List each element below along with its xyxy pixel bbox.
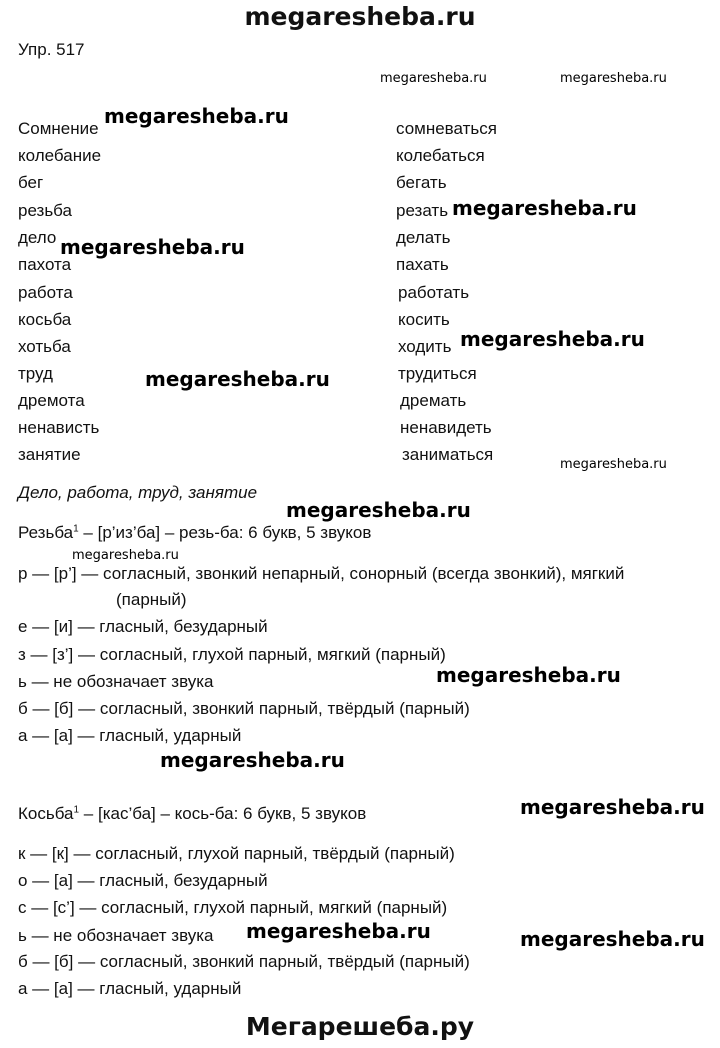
noun-word: занятие bbox=[18, 445, 81, 464]
watermark: megaresheba.ru bbox=[436, 663, 621, 687]
analysis-line: а — [а] — гласный, ударный bbox=[18, 979, 242, 998]
exercise-title: Упр. 517 bbox=[18, 40, 85, 59]
analysis-line: к — [к] — согласный, глухой парный, твёрдый (парный) bbox=[18, 844, 455, 863]
watermark: megaresheba.ru bbox=[452, 196, 637, 220]
watermark: megaresheba.ru bbox=[60, 235, 245, 259]
verb-word: пахать bbox=[396, 255, 449, 274]
italic-note: Дело, работа, труд, занятие bbox=[18, 483, 258, 502]
watermark: megaresheba.ru bbox=[560, 457, 667, 472]
watermark: megaresheba.ru bbox=[520, 795, 705, 819]
noun-word: работа bbox=[18, 283, 73, 302]
verb-word: ненавидеть bbox=[400, 418, 492, 437]
analysis-line: з — [з’] — согласный, глухой парный, мягкий (парный) bbox=[18, 645, 446, 664]
analysis-line: (парный) bbox=[116, 590, 187, 609]
analysis-heading: Резьба$^1$ – [р’из’ба] – резь-ба: 6 букв, 5 звуков bbox=[18, 523, 372, 542]
verb-word: колебаться bbox=[396, 146, 485, 165]
watermark: megaresheba.ru bbox=[72, 548, 179, 563]
verb-word: косить bbox=[398, 310, 450, 329]
verb-word: бегать bbox=[396, 173, 447, 192]
watermark: megaresheba.ru bbox=[380, 71, 487, 86]
verb-word: делать bbox=[396, 228, 451, 247]
noun-word: бег bbox=[18, 173, 44, 192]
analysis-line: с — [с’] — согласный, глухой парный, мягкий (парный) bbox=[18, 898, 448, 917]
analysis-line: б — [б] — согласный, звонкий парный, твёрдый (парный) bbox=[18, 952, 470, 971]
verb-word: ходить bbox=[398, 337, 452, 356]
verb-word: работать bbox=[398, 283, 470, 302]
verb-word: сомневаться bbox=[396, 119, 497, 138]
noun-word: труд bbox=[18, 364, 53, 383]
verb-word: трудиться bbox=[398, 364, 477, 383]
noun-word: ненависть bbox=[18, 418, 100, 437]
watermark: megaresheba.ru bbox=[160, 748, 345, 772]
watermark: megaresheba.ru bbox=[145, 367, 330, 391]
watermark: megaresheba.ru bbox=[560, 71, 667, 86]
verb-word: заниматься bbox=[402, 445, 494, 464]
noun-word: резьба bbox=[18, 201, 72, 220]
verb-word: дремать bbox=[400, 391, 467, 410]
noun-word: дремота bbox=[18, 391, 85, 410]
noun-word: косьба bbox=[18, 310, 72, 329]
analysis-line: ь — не обозначает звука bbox=[18, 672, 214, 691]
verb-word: резать bbox=[396, 201, 449, 220]
noun-word: Сомнение bbox=[18, 119, 99, 138]
noun-word: дело bbox=[18, 228, 57, 247]
watermark: megaresheba.ru bbox=[104, 104, 289, 128]
noun-word: колебание bbox=[18, 146, 102, 165]
watermark: megaresheba.ru bbox=[520, 927, 705, 951]
footer-title: Мегарешеба.ру bbox=[245, 1012, 475, 1041]
analysis-heading: Косьба$^1$ – [кас’ба] – кось-ба: 6 букв, 5 звуков bbox=[18, 804, 367, 823]
noun-word: хотьба bbox=[18, 337, 71, 356]
analysis-line: р — [р’] — согласный, звонкий непарный, сонорный (всегда звонкий), мягкий bbox=[18, 564, 625, 583]
noun-word: пахота bbox=[18, 255, 72, 274]
analysis-line: б — [б] — согласный, звонкий парный, твёрдый (парный) bbox=[18, 699, 470, 718]
analysis-line: а — [а] — гласный, ударный bbox=[18, 726, 242, 745]
site-title: megaresheba.ru bbox=[244, 2, 476, 31]
watermark: megaresheba.ru bbox=[286, 498, 471, 522]
watermark: megaresheba.ru bbox=[460, 327, 645, 351]
analysis-line: о — [а] — гласный, безударный bbox=[18, 871, 268, 890]
analysis-line: е — [и] — гласный, безударный bbox=[18, 617, 268, 636]
watermark: megaresheba.ru bbox=[246, 919, 431, 943]
analysis-line: ь — не обозначает звука bbox=[18, 926, 214, 945]
